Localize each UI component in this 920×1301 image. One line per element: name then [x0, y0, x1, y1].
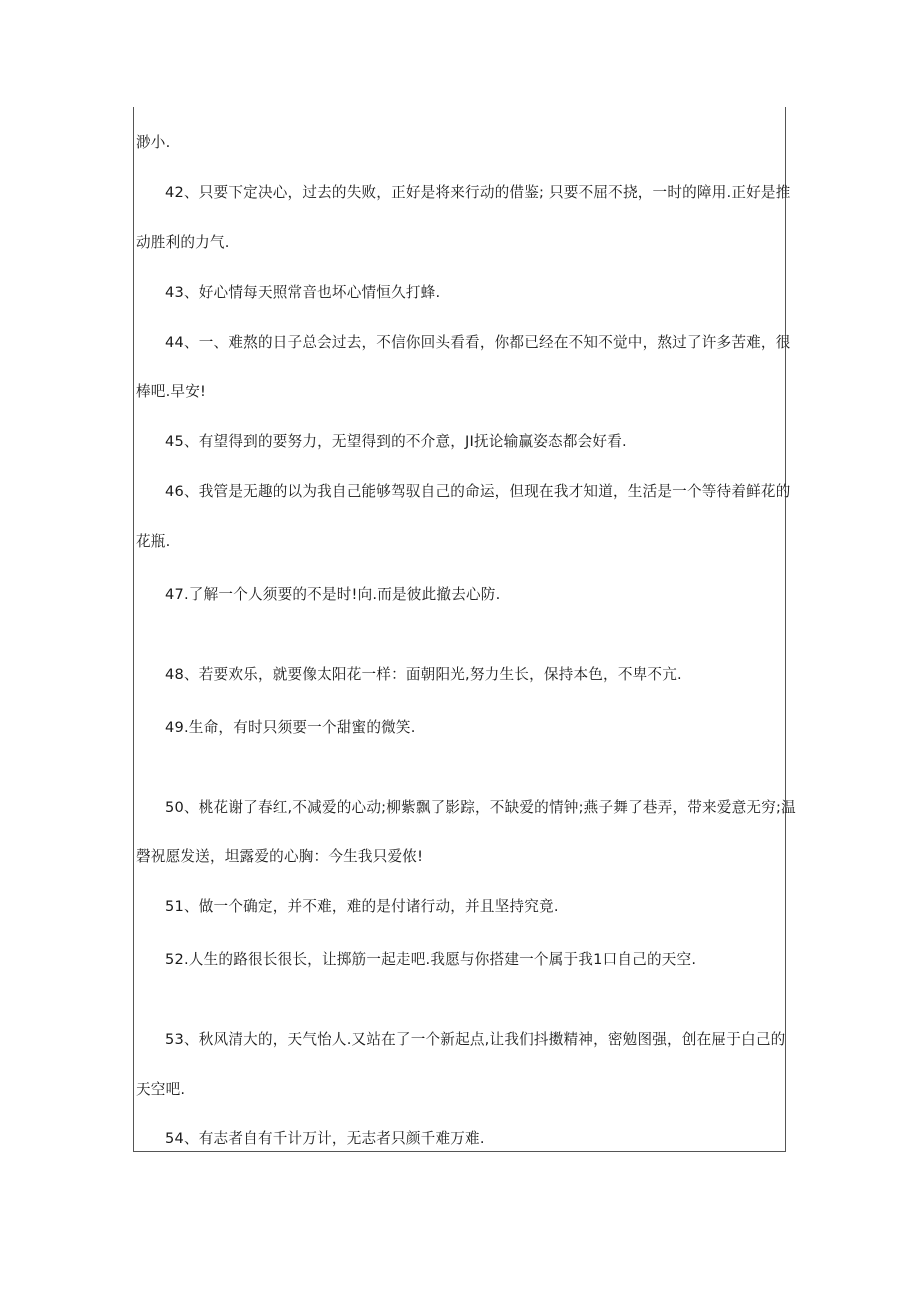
text-line: 51、做一个确定，并不难，难的是付诸行动，并且坚持究竟. [165, 898, 559, 915]
text-line: 54、有志者自有千计万计，无志者只颜千难万难. [165, 1130, 485, 1147]
page-frame [133, 107, 796, 1152]
text-line: 棒吧.早安! [136, 383, 207, 400]
text-line: 46、我管是无趣的以为我自己能够驾驭自己的命运，但现在我才知道，生活是一个等待着鲜花的 [165, 483, 791, 500]
text-line: 动胜利的力气. [136, 234, 230, 251]
text-line: 50、桃花谢了春红,不减爱的心动;柳紫飘了影踪，不缺爱的情钟;燕子舞了巷弄，带来爱意无穷;温 [165, 799, 796, 816]
text-line: 52.人生的路很长很长，让掷筋一起走吧.我愿与你搭建一个属于我1口自己的天空. [165, 951, 697, 968]
text-line: 花瓶. [136, 533, 171, 550]
text-line: 渺小. [136, 134, 171, 151]
text-line: 磬祝愿发送，坦露爱的心胸：今生我只爱侬! [136, 848, 424, 865]
text-line: 49.生命，有时只须要一个甜蜜的微笑. [165, 719, 416, 736]
text-line: 53、秋风清大的，天气怡人.又站在了一个新起点,让我们抖擞精神，密勉图强，创在屉于白己的 [165, 1031, 786, 1048]
text-line: 48、若要欢乐，就要像太阳花一样：面朝阳光,努力生长，保持本色，不卑不亢. [165, 666, 682, 683]
text-line: 44、一、难熬的日子总会过去，不信你回头看看，你都已经在不知不觉中，熬过了许多苦难，很 [165, 334, 791, 351]
text-line: 天空吧. [136, 1081, 186, 1098]
text-line: 45、有望得到的要努力，无望得到的不介意，JI抚论输赢姿态都会好看. [165, 433, 627, 450]
text-line: 47.了解一个人须要的不是时!向.而是彼此撤去心防. [165, 586, 501, 603]
text-line: 43、好心情每天照常音也坏心情恒久打蜂. [165, 284, 441, 301]
text-line: 42、只要下定决心，过去的失败，正好是将来行动的借鉴; 只要不屈不挠，一时的障用.正好是推 [165, 184, 791, 201]
